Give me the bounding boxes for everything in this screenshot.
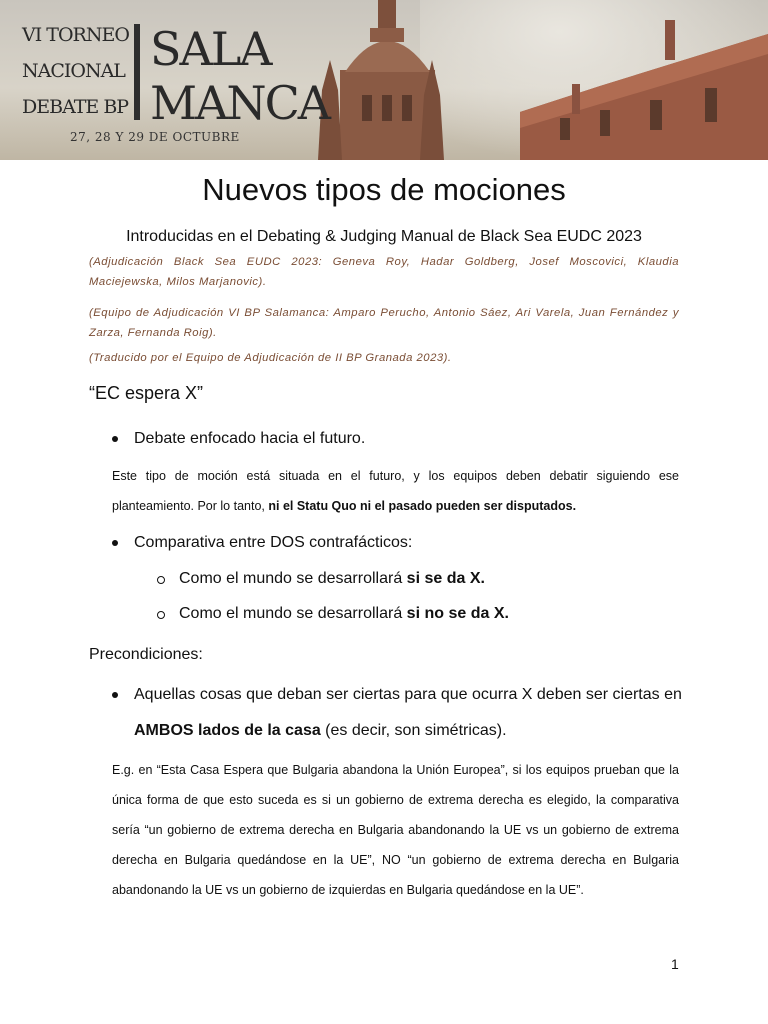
section-heading-ec-espera: “EC espera X” xyxy=(89,383,204,403)
paragraph-future-motion xyxy=(112,461,679,521)
sub-bullet-plain: Como el mundo se desarrollará xyxy=(179,605,407,622)
tournament-line-3: DEBATE BP xyxy=(22,96,129,118)
bullet-dot xyxy=(112,540,118,546)
tournament-line-1: VI TORNEO xyxy=(22,24,129,46)
page-subtitle: Introducidas en el Debating & Judging Manual de Black Sea EUDC 2023 xyxy=(126,228,642,245)
section-heading-precondiciones: Precondiciones: xyxy=(89,646,203,663)
sub-bullet-text xyxy=(179,605,509,623)
bullet-tail-text: (es decir, son simétricas). xyxy=(320,722,507,739)
header-banner xyxy=(0,0,768,160)
sub-bullet-bold: si se da X. xyxy=(406,570,485,587)
bullet-dot xyxy=(112,436,118,442)
page-title: Nuevos tipos de mociones xyxy=(202,172,566,207)
sub-bullet-text xyxy=(179,570,485,588)
bullet-text: Aquellas cosas que deban ser ciertas para que ocurra X deben ser ciertas en xyxy=(134,686,682,703)
paragraph-bold-text: ni el Statu Quo ni el pasado pueden ser disputados. xyxy=(268,499,577,513)
page-number: 1 xyxy=(671,956,679,972)
bullet-text: Comparativa entre DOS contrafácticos: xyxy=(134,534,413,551)
bullet-text-line-2 xyxy=(134,721,507,741)
bullet-text: Debate enfocado hacia el futuro. xyxy=(134,430,366,447)
paragraph-example: E.g. en “Esta Casa Espera que Bulgaria abandona la Unión Europea”, si los equipos prueban que la única forma de que esto suceda es si un gobierno de extrema derecha es elegido, la comparativa sería “un gobierno de extrema derecha en Bulgaria abandonando la UE vs un gobierno de extrema derecha en Bulgaria quedándose en la UE”, NO “un gobierno de extrema derecha en Bulgaria abandonando la UE vs un gobierno de izquierdas en Bulgaria quedándose en la UE”. xyxy=(112,763,679,897)
sub-bullet-bold: si no se da X. xyxy=(406,605,509,622)
sub-bullet-circle xyxy=(157,611,165,619)
credits-salamanca: (Equipo de Adjudicación VI BP Salamanca: Amparo Perucho, Antonio Sáez, Ari Varela, Juan Fernández y Zarza, Fernanda Roig). xyxy=(89,307,679,339)
credits-granada: (Traducido por el Equipo de Adjudicación de II BP Granada 2023). xyxy=(89,352,452,364)
bullet-bold-text: AMBOS lados de la casa xyxy=(134,722,321,739)
city-name-top: SALA xyxy=(150,22,271,76)
bullet-dot xyxy=(112,692,118,698)
credits-eudc: (Adjudicación Black Sea EUDC 2023: Geneva Roy, Hadar Goldberg, Josef Moscovici, Klaudia Maciejewska, Milos Marjanovic). xyxy=(89,256,679,288)
tournament-line-2: NACIONAL xyxy=(22,60,125,82)
tournament-title xyxy=(14,20,144,140)
sub-bullet-plain: Como el mundo se desarrollará xyxy=(179,570,407,587)
banner-divider xyxy=(134,24,140,120)
sub-bullet-circle xyxy=(157,576,165,584)
tournament-dates: 27, 28 Y 29 DE OCTUBRE xyxy=(70,130,240,144)
paragraph-text: Este tipo de moción está situada en el futuro, y los equipos deben debatir siguiendo ese planteamiento. Por lo tanto, xyxy=(112,469,679,513)
city-name-bottom: MANCA xyxy=(150,76,329,130)
